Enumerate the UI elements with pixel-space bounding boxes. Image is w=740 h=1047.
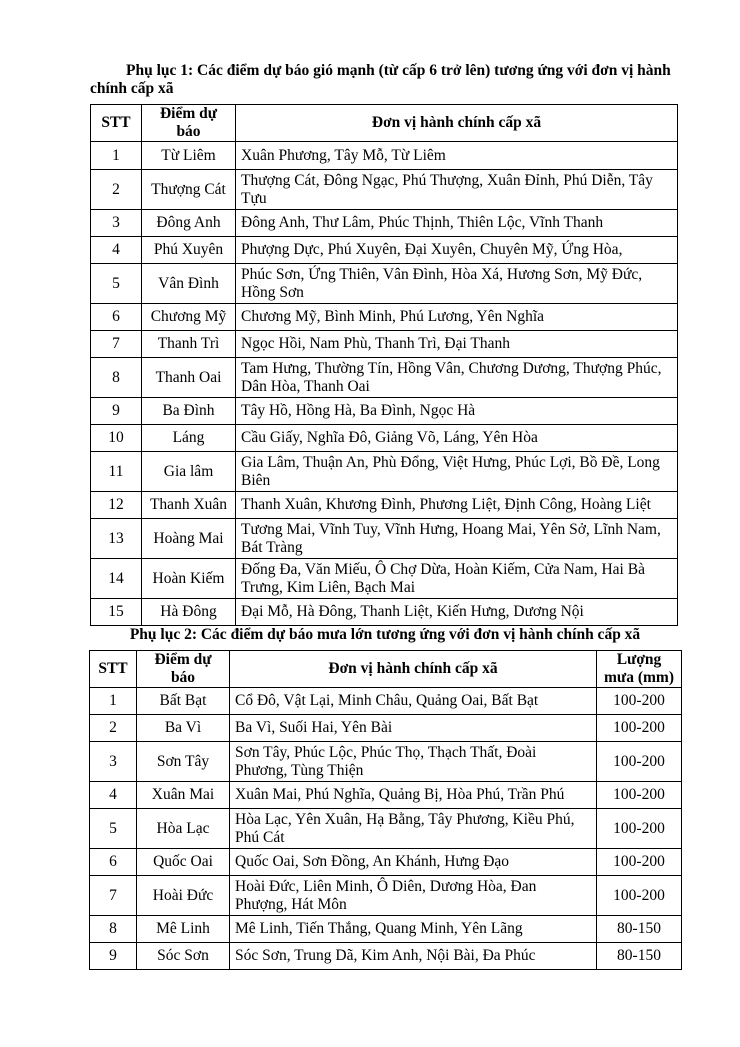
table-row — [91, 264, 678, 304]
cell-rainfall: 100-200 — [597, 688, 682, 715]
cell-stt: 6 — [90, 849, 137, 876]
cell-admin-units: Phượng Dực, Phú Xuyên, Đại Xuyên, Chuyên Mỹ, Ứng Hòa, — [236, 237, 678, 264]
table-row — [91, 304, 678, 331]
cell-admin-units: Thanh Xuân, Khương Đình, Phương Liệt, Định Công, Hoàng Liệt — [236, 492, 678, 519]
cell-forecast-point: Hoài Đức — [137, 876, 230, 916]
cell-stt: 11 — [91, 452, 142, 492]
table-row — [90, 849, 682, 876]
table-header-row — [91, 105, 678, 142]
table-row — [91, 492, 678, 519]
cell-forecast-point: Hoàn Kiếm — [142, 559, 236, 599]
cell-admin-units: Phúc Sơn, Ứng Thiên, Vân Đình, Hòa Xá, Hương Sơn, Mỹ Đức, Hồng Sơn — [236, 264, 678, 304]
cell-stt: 3 — [90, 742, 137, 782]
cell-forecast-point: Quốc Oai — [137, 849, 230, 876]
cell-admin-units: Xuân Mai, Phú Nghĩa, Quảng Bị, Hòa Phú, Trần Phú — [230, 782, 597, 809]
cell-rainfall: 100-200 — [597, 849, 682, 876]
table-row — [90, 688, 682, 715]
cell-admin-units: Cổ Đô, Vật Lại, Minh Châu, Quảng Oai, Bất Bạt — [230, 688, 597, 715]
cell-stt: 8 — [91, 358, 142, 398]
cell-admin-units: Quốc Oai, Sơn Đồng, An Khánh, Hưng Đạo — [230, 849, 597, 876]
cell-stt: 5 — [91, 264, 142, 304]
cell-forecast-point: Gia lâm — [142, 452, 236, 492]
header-forecast-point: Điểm dự báo — [137, 651, 230, 688]
table-row — [91, 425, 678, 452]
cell-stt: 9 — [91, 398, 142, 425]
table-row — [91, 142, 678, 170]
cell-forecast-point: Ba Vì — [137, 715, 230, 742]
cell-rainfall: 100-200 — [597, 782, 682, 809]
cell-forecast-point: Thanh Xuân — [142, 492, 236, 519]
cell-stt: 7 — [90, 876, 137, 916]
cell-forecast-point: Láng — [142, 425, 236, 452]
cell-admin-units: Sơn Tây, Phúc Lộc, Phúc Thọ, Thạch Thất, Đoài Phương, Tùng Thiện — [230, 742, 597, 782]
table-row — [91, 559, 678, 599]
cell-stt: 6 — [91, 304, 142, 331]
cell-rainfall: 100-200 — [597, 715, 682, 742]
table-row — [90, 943, 682, 970]
header-forecast-point: Điểm dự báo — [142, 105, 236, 142]
cell-stt: 2 — [90, 715, 137, 742]
cell-forecast-point: Phú Xuyên — [142, 237, 236, 264]
table-row — [90, 809, 682, 849]
cell-stt: 7 — [91, 331, 142, 358]
cell-admin-units: Mê Linh, Tiến Thắng, Quang Minh, Yên Lãng — [230, 916, 597, 943]
cell-admin-units: Ba Vì, Suối Hai, Yên Bài — [230, 715, 597, 742]
cell-stt: 12 — [91, 492, 142, 519]
cell-forecast-point: Sơn Tây — [137, 742, 230, 782]
header-admin-units: Đơn vị hành chính cấp xã — [236, 105, 678, 142]
cell-forecast-point: Mê Linh — [137, 916, 230, 943]
cell-stt: 8 — [90, 916, 137, 943]
cell-admin-units: Tương Mai, Vĩnh Tuy, Vĩnh Hưng, Hoang Mai, Yên Sở, Lĩnh Nam, Bát Tràng — [236, 519, 678, 559]
cell-forecast-point: Hà Đông — [142, 599, 236, 626]
header-admin-units: Đơn vị hành chính cấp xã — [230, 651, 597, 688]
table-row — [91, 519, 678, 559]
cell-rainfall: 100-200 — [597, 876, 682, 916]
cell-admin-units: Cầu Giấy, Nghĩa Đô, Giảng Võ, Láng, Yên Hòa — [236, 425, 678, 452]
cell-forecast-point: Thượng Cát — [142, 170, 236, 210]
header-stt: STT — [91, 105, 142, 142]
table-row — [91, 452, 678, 492]
cell-forecast-point: Vân Đình — [142, 264, 236, 304]
table-row — [90, 742, 682, 782]
cell-stt: 15 — [91, 599, 142, 626]
cell-forecast-point: Ba Đình — [142, 398, 236, 425]
cell-forecast-point: Chương Mỹ — [142, 304, 236, 331]
cell-admin-units: Đại Mỗ, Hà Đông, Thanh Liệt, Kiến Hưng, Dương Nội — [236, 599, 678, 626]
table-row — [90, 782, 682, 809]
cell-admin-units: Thượng Cát, Đông Ngạc, Phú Thượng, Xuân Đỉnh, Phú Diễn, Tây Tựu — [236, 170, 678, 210]
cell-forecast-point: Từ Liêm — [142, 142, 236, 170]
wind-forecast-table — [90, 104, 678, 626]
header-stt: STT — [90, 651, 137, 688]
cell-admin-units: Sóc Sơn, Trung Dã, Kim Anh, Nội Bài, Đa Phúc — [230, 943, 597, 970]
cell-admin-units: Đống Đa, Văn Miếu, Ô Chợ Dừa, Hoàn Kiếm, Cửa Nam, Hai Bà Trưng, Kim Liên, Bạch Mai — [236, 559, 678, 599]
cell-admin-units: Đông Anh, Thư Lâm, Phúc Thịnh, Thiên Lộc, Vĩnh Thanh — [236, 210, 678, 237]
cell-admin-units: Tam Hưng, Thường Tín, Hồng Vân, Chương Dương, Thượng Phúc, Dân Hòa, Thanh Oai — [236, 358, 678, 398]
cell-admin-units: Xuân Phương, Tây Mỗ, Từ Liêm — [236, 142, 678, 170]
table-row — [91, 331, 678, 358]
cell-admin-units: Hòa Lạc, Yên Xuân, Hạ Bằng, Tây Phương, Kiều Phú, Phú Cát — [230, 809, 597, 849]
table-row — [91, 170, 678, 210]
cell-rainfall: 80-150 — [597, 916, 682, 943]
cell-stt: 10 — [91, 425, 142, 452]
table-row — [90, 876, 682, 916]
cell-admin-units: Tây Hồ, Hồng Hà, Ba Đình, Ngọc Hà — [236, 398, 678, 425]
table-row — [91, 237, 678, 264]
rain-forecast-table — [89, 650, 682, 970]
cell-rainfall: 100-200 — [597, 742, 682, 782]
table-header-row — [90, 651, 682, 688]
table-row — [90, 715, 682, 742]
cell-forecast-point: Thanh Trì — [142, 331, 236, 358]
cell-forecast-point: Hoàng Mai — [142, 519, 236, 559]
table-row — [91, 210, 678, 237]
table-row — [91, 599, 678, 626]
cell-rainfall: 80-150 — [597, 943, 682, 970]
cell-admin-units: Ngọc Hồi, Nam Phù, Thanh Trì, Đại Thanh — [236, 331, 678, 358]
cell-forecast-point: Hòa Lạc — [137, 809, 230, 849]
cell-admin-units: Hoài Đức, Liên Minh, Ô Diên, Dương Hòa, Đan Phượng, Hát Môn — [230, 876, 597, 916]
cell-stt: 4 — [91, 237, 142, 264]
cell-stt: 1 — [91, 142, 142, 170]
table-row — [91, 398, 678, 425]
cell-forecast-point: Sóc Sơn — [137, 943, 230, 970]
cell-stt: 4 — [90, 782, 137, 809]
cell-stt: 1 — [90, 688, 137, 715]
cell-rainfall: 100-200 — [597, 809, 682, 849]
table-row — [91, 358, 678, 398]
cell-stt: 5 — [90, 809, 137, 849]
table-row — [90, 916, 682, 943]
cell-forecast-point: Đông Anh — [142, 210, 236, 237]
cell-forecast-point: Bất Bạt — [137, 688, 230, 715]
header-rainfall: Lượng mưa (mm) — [597, 651, 682, 688]
cell-stt: 14 — [91, 559, 142, 599]
cell-forecast-point: Xuân Mai — [137, 782, 230, 809]
cell-admin-units: Gia Lâm, Thuận An, Phù Đổng, Việt Hưng, Phúc Lợi, Bồ Đề, Long Biên — [236, 452, 678, 492]
cell-stt: 9 — [90, 943, 137, 970]
cell-forecast-point: Thanh Oai — [142, 358, 236, 398]
appendix1-title: Phụ lục 1: Các điểm dự báo gió mạnh (từ cấp 6 trở lên) tương ứng với đơn vị hành chính cấp xã — [90, 62, 671, 97]
cell-stt: 13 — [91, 519, 142, 559]
appendix2-title: Phụ lục 2: Các điểm dự báo mưa lớn tương ứng với đơn vị hành chính cấp xã — [129, 626, 641, 643]
cell-admin-units: Chương Mỹ, Bình Minh, Phú Lương, Yên Nghĩa — [236, 304, 678, 331]
cell-stt: 2 — [91, 170, 142, 210]
cell-stt: 3 — [91, 210, 142, 237]
